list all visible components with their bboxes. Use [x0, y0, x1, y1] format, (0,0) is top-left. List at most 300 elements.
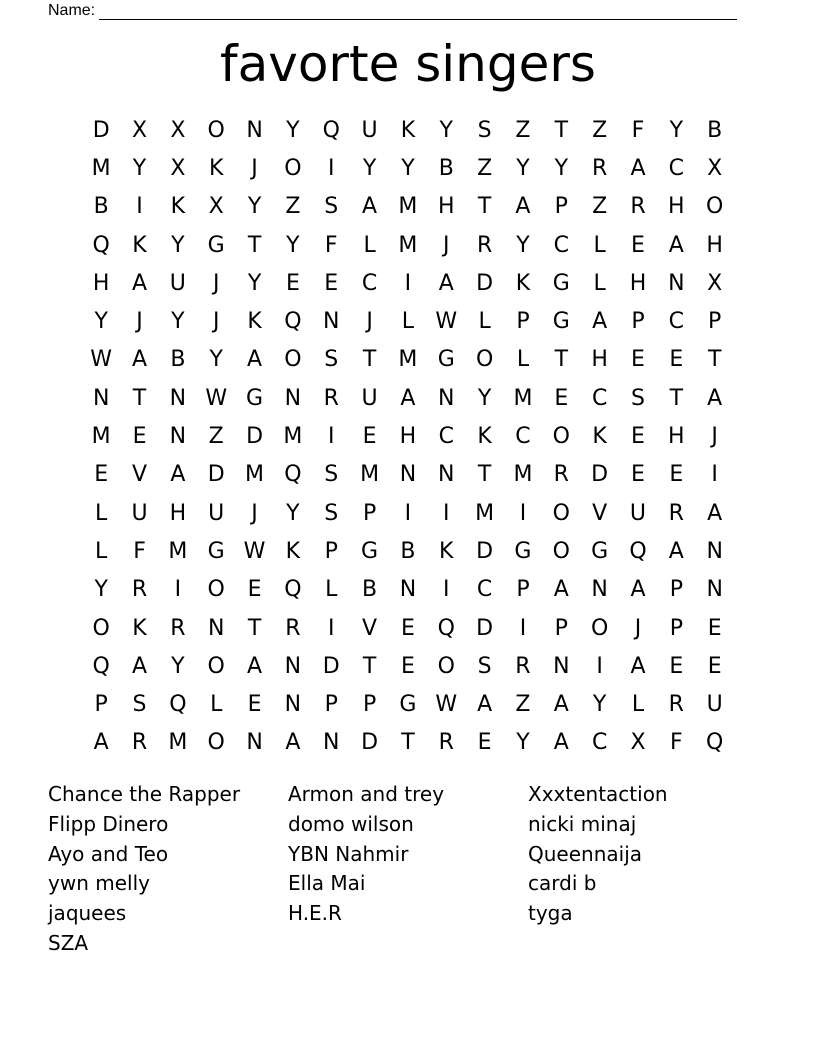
- grid-letter: Y: [516, 730, 530, 756]
- grid-letter: A: [553, 730, 569, 756]
- grid-letter: J: [251, 155, 258, 181]
- grid-letter: I: [327, 615, 335, 641]
- grid-letter: J: [212, 270, 220, 296]
- grid-letter: G: [514, 538, 532, 564]
- grid-letter: A: [131, 653, 148, 679]
- grid-letter: J: [136, 309, 143, 335]
- grid-letter: Y: [171, 653, 185, 679]
- word-list-item: nicki minaj: [528, 811, 637, 836]
- grid-letter: J: [443, 232, 450, 258]
- grid-row: [82, 724, 734, 762]
- grid-letter: H: [399, 424, 417, 450]
- grid-letter: E: [247, 577, 262, 603]
- grid-letter: C: [438, 424, 454, 450]
- grid-letter: E: [554, 385, 569, 411]
- grid-row: [82, 571, 734, 609]
- grid-letter: I: [404, 270, 412, 296]
- grid-row: [82, 111, 734, 149]
- word-list-item: jaquees: [48, 901, 127, 926]
- grid-letter: M: [283, 424, 303, 450]
- grid-letter: Y: [477, 385, 492, 411]
- grid-letter: I: [519, 500, 527, 526]
- grid-row: [82, 379, 734, 417]
- grid-letter: M: [398, 347, 418, 373]
- grid-letter: R: [668, 500, 684, 526]
- grid-letter: Z: [285, 194, 301, 220]
- grid-letter: A: [477, 692, 493, 718]
- grid-letter: T: [247, 615, 262, 641]
- grid-row: [82, 149, 734, 187]
- grid-letter: I: [174, 577, 182, 603]
- grid-letter: Z: [208, 424, 224, 450]
- grid-letter: O: [207, 577, 225, 603]
- grid-letter: A: [131, 270, 148, 296]
- grid-letter: A: [707, 500, 723, 526]
- grid-letter: X: [707, 155, 723, 181]
- grid-letter: R: [131, 577, 148, 603]
- grid-letter: B: [707, 117, 723, 143]
- grid-letter: M: [475, 500, 495, 526]
- grid-letter: O: [706, 194, 724, 220]
- grid-letter: P: [324, 692, 338, 718]
- grid-letter: O: [552, 500, 570, 526]
- grid-letter: E: [631, 424, 645, 450]
- grid-letter: O: [207, 117, 225, 143]
- grid-letter: D: [361, 730, 379, 756]
- grid-letter: G: [361, 538, 379, 564]
- grid-letter: O: [207, 653, 225, 679]
- grid-letter: G: [552, 309, 570, 335]
- grid-letter: Q: [284, 309, 302, 335]
- grid-letter: U: [629, 500, 647, 526]
- grid-letter: Y: [286, 232, 300, 258]
- grid-letter: D: [476, 615, 494, 641]
- grid-row: [82, 647, 734, 685]
- grid-letter: Y: [516, 155, 530, 181]
- grid-letter: O: [475, 347, 494, 373]
- word-list-item: tyga: [528, 901, 573, 926]
- grid-letter: U: [706, 692, 723, 718]
- grid-letter: I: [711, 462, 718, 488]
- grid-letter: O: [590, 615, 609, 641]
- grid-letter: Y: [171, 309, 185, 335]
- grid-letter: U: [361, 385, 378, 411]
- grid-letter: A: [553, 692, 569, 718]
- word-list-item: Armon and trey: [288, 782, 445, 806]
- grid-letter: K: [132, 232, 147, 258]
- grid-letter: M: [398, 232, 418, 258]
- grid-letter: A: [630, 653, 646, 679]
- grid-letter: Z: [477, 155, 493, 181]
- grid-letter: R: [668, 692, 684, 718]
- grid-letter: O: [284, 155, 302, 181]
- grid-letter: N: [169, 385, 187, 411]
- grid-letter: G: [437, 347, 455, 373]
- grid-letter: C: [668, 309, 685, 335]
- grid-letter: R: [553, 462, 569, 488]
- grid-letter: S: [324, 347, 339, 373]
- grid-letter: D: [322, 653, 340, 679]
- grid-letter: B: [362, 577, 378, 603]
- grid-letter: P: [516, 577, 530, 603]
- grid-letter: A: [247, 653, 263, 679]
- grid-letter: X: [170, 117, 186, 143]
- grid-letter: M: [168, 730, 188, 756]
- grid-letter: Z: [592, 194, 608, 220]
- grid-letter: Q: [92, 653, 110, 679]
- grid-letter: H: [668, 424, 685, 450]
- page-title: favorte singers: [220, 35, 596, 93]
- grid-letter: T: [554, 117, 569, 143]
- grid-row: [82, 302, 734, 340]
- grid-letter: L: [593, 270, 606, 296]
- grid-letter: Z: [592, 117, 608, 143]
- grid-letter: Y: [247, 194, 262, 220]
- grid-letter: H: [437, 194, 455, 220]
- grid-letter: P: [324, 538, 338, 564]
- grid-letter: O: [552, 424, 570, 450]
- grid-letter: Z: [515, 692, 531, 718]
- grid-letter: P: [669, 615, 683, 641]
- grid-letter: W: [205, 385, 228, 411]
- grid-letter: E: [631, 232, 645, 258]
- grid-letter: P: [94, 692, 108, 718]
- grid-letter: V: [362, 615, 378, 641]
- grid-letter: T: [669, 385, 684, 411]
- grid-letter: K: [285, 538, 301, 564]
- grid-letter: N: [399, 577, 417, 603]
- grid-letter: A: [93, 730, 109, 756]
- grid-letter: A: [515, 194, 531, 220]
- grid-letter: I: [136, 194, 143, 220]
- grid-letter: L: [95, 538, 108, 564]
- grid-letter: E: [477, 730, 492, 756]
- grid-letter: L: [95, 500, 108, 526]
- grid-letter: C: [361, 270, 378, 296]
- grid-letter: P: [554, 615, 568, 641]
- grid-letter: Y: [94, 309, 108, 335]
- grid-letter: N: [246, 730, 263, 756]
- grid-letter: S: [324, 462, 339, 488]
- grid-letter: R: [285, 615, 301, 641]
- word-list-item: YBN Nahmir: [288, 841, 409, 866]
- grid-letter: E: [247, 692, 262, 718]
- grid-letter: T: [362, 653, 377, 679]
- grid-letter: R: [323, 385, 339, 411]
- grid-letter: U: [169, 270, 186, 296]
- grid-letter: B: [170, 347, 186, 373]
- grid-letter: Y: [401, 155, 415, 181]
- grid-letter: T: [707, 347, 722, 373]
- grid-letter: T: [362, 347, 377, 373]
- word-list-item: Queennaija: [528, 841, 643, 866]
- grid-letter: E: [631, 347, 645, 373]
- grid-letter: T: [554, 347, 569, 373]
- grid-letter: P: [362, 692, 377, 718]
- grid-letter: E: [362, 424, 377, 450]
- grid-letter: H: [706, 232, 723, 258]
- grid-letter: G: [246, 385, 264, 411]
- grid-letter: H: [169, 500, 187, 526]
- word-list-item: Chance the Rapper: [48, 782, 241, 806]
- grid-row: [82, 494, 734, 532]
- grid-letter: N: [591, 577, 608, 603]
- grid-letter: K: [170, 194, 186, 220]
- grid-letter: Q: [284, 462, 302, 488]
- grid-letter: N: [169, 424, 187, 450]
- grid-letter: K: [592, 424, 607, 450]
- grid-letter: C: [591, 730, 608, 756]
- grid-letter: S: [477, 117, 492, 143]
- grid-letter: Y: [592, 692, 607, 718]
- letter-grid: [82, 111, 734, 762]
- grid-letter: N: [706, 538, 723, 564]
- word-list-item: H.E.R: [288, 901, 342, 926]
- grid-letter: J: [634, 615, 642, 641]
- word-list-item: Ayo and Teo: [48, 841, 169, 866]
- grid-letter: Y: [286, 117, 300, 143]
- grid-letter: N: [706, 577, 723, 603]
- grid-letter: E: [707, 615, 722, 641]
- grid-letter: H: [591, 347, 608, 373]
- grid-letter: G: [591, 538, 609, 564]
- grid-letter: X: [131, 117, 148, 143]
- grid-letter: D: [207, 462, 225, 488]
- grid-letter: W: [243, 538, 266, 564]
- grid-letter: E: [400, 615, 415, 641]
- grid-letter: S: [324, 500, 339, 526]
- grid-letter: X: [170, 155, 186, 181]
- grid-letter: A: [553, 577, 569, 603]
- grid-letter: Y: [132, 155, 147, 181]
- grid-letter: Y: [286, 500, 300, 526]
- grid-letter: N: [323, 309, 340, 335]
- grid-letter: P: [554, 194, 568, 220]
- grid-letter: N: [438, 385, 455, 411]
- grid-row: [82, 188, 734, 226]
- grid-letter: T: [477, 194, 492, 220]
- grid-letter: D: [246, 424, 264, 450]
- grid-letter: D: [476, 538, 494, 564]
- grid-letter: A: [362, 194, 378, 220]
- grid-letter: H: [668, 194, 685, 220]
- word-list-item: domo wilson: [288, 811, 414, 836]
- grid-letter: M: [168, 538, 188, 564]
- grid-letter: I: [327, 155, 335, 181]
- grid-letter: L: [478, 309, 491, 335]
- grid-letter: I: [443, 577, 450, 603]
- grid-letter: E: [707, 653, 722, 679]
- grid-letter: I: [596, 653, 603, 679]
- grid-letter: G: [552, 270, 570, 296]
- grid-row: [82, 456, 734, 494]
- grid-letter: C: [476, 577, 493, 603]
- grid-letter: T: [401, 730, 415, 756]
- grid-row: [82, 264, 734, 302]
- word-list-item: cardi b: [528, 871, 597, 896]
- grid-letter: O: [207, 730, 225, 756]
- grid-letter: M: [91, 155, 111, 181]
- grid-row: [82, 341, 734, 379]
- grid-letter: X: [707, 270, 723, 296]
- grid-letter: E: [669, 653, 684, 679]
- grid-letter: P: [362, 500, 377, 526]
- word-column: [528, 780, 768, 959]
- grid-letter: E: [285, 270, 300, 296]
- grid-letter: E: [132, 424, 147, 450]
- grid-letter: A: [170, 462, 186, 488]
- grid-letter: R: [630, 194, 646, 220]
- grid-row: [82, 609, 734, 647]
- grid-letter: K: [132, 615, 147, 641]
- grid-letter: Y: [247, 270, 262, 296]
- grid-letter: H: [92, 270, 110, 296]
- grid-letter: I: [519, 615, 527, 641]
- grid-letter: M: [91, 424, 111, 450]
- grid-letter: F: [631, 117, 645, 143]
- grid-letter: P: [516, 309, 530, 335]
- grid-letter: L: [401, 309, 415, 335]
- grid-letter: M: [513, 462, 533, 488]
- grid-letter: E: [631, 462, 645, 488]
- grid-letter: D: [591, 462, 609, 488]
- grid-letter: B: [438, 155, 454, 181]
- grid-letter: Y: [209, 347, 223, 373]
- grid-letter: X: [630, 730, 646, 756]
- grid-letter: A: [668, 538, 684, 564]
- grid-letter: R: [515, 653, 531, 679]
- word-column: [48, 780, 288, 959]
- grid-letter: M: [398, 194, 418, 220]
- grid-letter: G: [207, 538, 225, 564]
- grid-letter: N: [284, 385, 302, 411]
- grid-letter: M: [245, 462, 265, 488]
- grid-letter: D: [92, 117, 110, 143]
- grid-letter: A: [285, 730, 301, 756]
- grid-letter: Y: [516, 232, 530, 258]
- grid-letter: Q: [322, 117, 340, 143]
- grid-letter: U: [131, 500, 148, 526]
- grid-letter: A: [630, 155, 646, 181]
- grid-letter: P: [669, 577, 683, 603]
- grid-letter: Y: [439, 117, 453, 143]
- grid-letter: A: [400, 385, 416, 411]
- word-list-item: SZA: [48, 930, 89, 955]
- word-list-item: ywn melly: [48, 871, 150, 896]
- grid-letter: M: [513, 385, 533, 411]
- grid-letter: B: [93, 194, 109, 220]
- grid-letter: K: [439, 538, 454, 564]
- grid-letter: K: [400, 117, 416, 143]
- grid-letter: V: [592, 500, 608, 526]
- name-label: Name:: [48, 2, 96, 19]
- word-list-item: Xxxtentaction: [528, 782, 668, 806]
- word-list-item: Flipp Dinero: [48, 811, 169, 836]
- grid-letter: U: [361, 117, 378, 143]
- grid-letter: P: [631, 309, 645, 335]
- grid-letter: O: [284, 347, 302, 373]
- grid-letter: J: [366, 309, 373, 335]
- grid-letter: E: [669, 347, 684, 373]
- grid-letter: U: [208, 500, 225, 526]
- grid-letter: O: [437, 653, 455, 679]
- grid-letter: Q: [437, 615, 455, 641]
- grid-letter: C: [553, 232, 569, 258]
- grid-letter: R: [591, 155, 608, 181]
- grid-letter: W: [435, 309, 458, 335]
- grid-letter: Q: [92, 232, 110, 258]
- grid-letter: A: [438, 270, 454, 296]
- grid-letter: N: [246, 117, 263, 143]
- grid-letter: Q: [629, 538, 647, 564]
- grid-letter: L: [363, 232, 376, 258]
- grid-letter: N: [399, 462, 417, 488]
- grid-letter: R: [170, 615, 186, 641]
- grid-letter: N: [668, 270, 685, 296]
- grid-letter: W: [435, 692, 458, 718]
- grid-letter: G: [399, 692, 417, 718]
- grid-letter: M: [360, 462, 380, 488]
- grid-letter: J: [251, 500, 258, 526]
- grid-letter: F: [133, 538, 146, 564]
- grid-letter: I: [327, 424, 335, 450]
- grid-letter: K: [477, 424, 492, 450]
- grid-letter: C: [591, 385, 608, 411]
- grid-letter: L: [516, 347, 530, 373]
- grid-letter: I: [443, 500, 450, 526]
- grid-letter: D: [476, 270, 494, 296]
- grid-letter: S: [132, 692, 147, 718]
- grid-letter: V: [131, 462, 148, 488]
- grid-letter: Y: [94, 577, 108, 603]
- grid-letter: J: [212, 309, 220, 335]
- grid-letter: E: [94, 462, 109, 488]
- grid-letter: L: [325, 577, 338, 603]
- word-column: [288, 780, 528, 959]
- word-list: [48, 780, 768, 959]
- grid-letter: L: [593, 232, 606, 258]
- name-line: [99, 4, 737, 20]
- grid-letter: K: [515, 270, 531, 296]
- grid-letter: N: [438, 462, 455, 488]
- grid-letter: N: [553, 653, 570, 679]
- grid-letter: Z: [515, 117, 531, 143]
- grid-letter: X: [208, 194, 224, 220]
- grid-letter: Y: [554, 155, 569, 181]
- grid-letter: G: [207, 232, 225, 258]
- grid-letter: Q: [706, 730, 724, 756]
- grid-row: [82, 685, 734, 723]
- grid-letter: A: [630, 577, 646, 603]
- grid-letter: R: [131, 730, 148, 756]
- grid-letter: S: [631, 385, 645, 411]
- grid-letter: N: [323, 730, 340, 756]
- grid-letter: K: [208, 155, 224, 181]
- grid-letter: W: [90, 347, 113, 373]
- grid-letter: L: [631, 692, 645, 718]
- grid-letter: J: [711, 424, 718, 450]
- grid-letter: A: [707, 385, 723, 411]
- grid-letter: N: [284, 692, 302, 718]
- grid-letter: L: [210, 692, 223, 718]
- grid-letter: Y: [171, 232, 185, 258]
- grid-letter: R: [476, 232, 493, 258]
- grid-letter: C: [668, 155, 685, 181]
- grid-letter: T: [247, 232, 262, 258]
- grid-letter: Q: [284, 577, 302, 603]
- grid-letter: P: [708, 309, 722, 335]
- grid-letter: O: [552, 538, 570, 564]
